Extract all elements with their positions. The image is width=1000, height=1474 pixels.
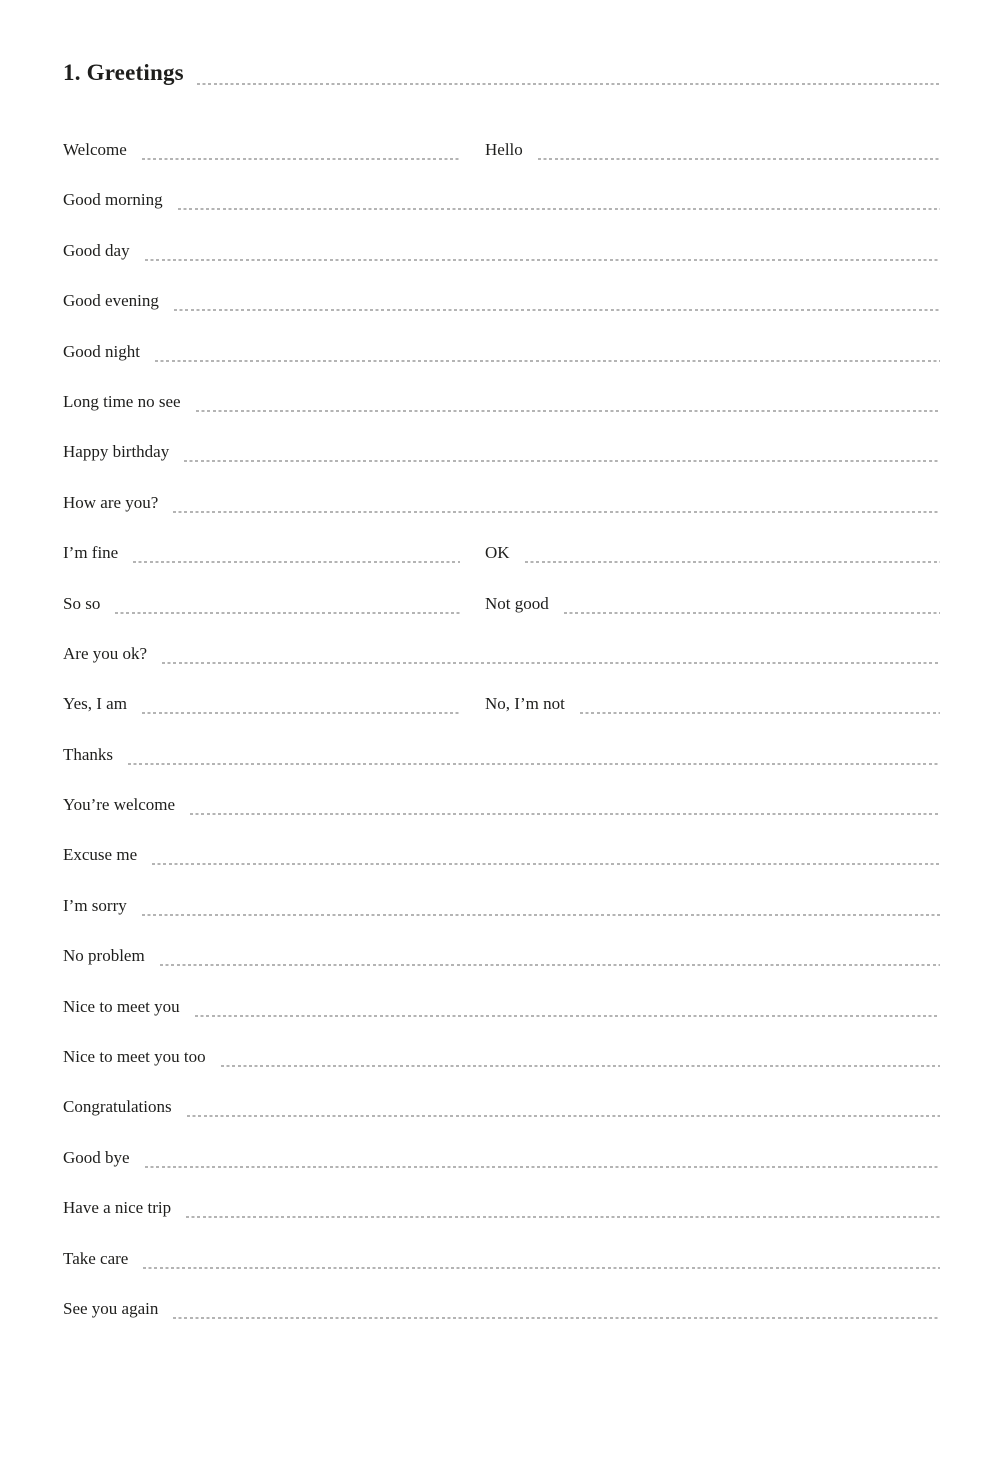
answer-line [186, 1216, 940, 1218]
phrase-label: Happy birthday [63, 442, 170, 462]
answer-line [174, 309, 940, 311]
phrase-label: I’m fine [63, 543, 119, 563]
answer-line [160, 964, 940, 966]
phrase-cell [63, 175, 940, 225]
answer-line [133, 561, 460, 563]
phrase-label: Thanks [63, 744, 114, 764]
answer-line [187, 1115, 940, 1117]
phrase-cell [63, 1133, 940, 1183]
phrase-label: Have a nice trip [63, 1198, 172, 1218]
answer-line [580, 712, 940, 714]
answer-line [145, 1166, 940, 1168]
phrase-cell [63, 226, 940, 276]
phrase-row [0, 327, 1000, 377]
title-dotted-rule [197, 83, 940, 85]
answer-line [145, 259, 940, 261]
phrase-row [0, 679, 1000, 729]
answer-line [173, 511, 940, 513]
phrase-row [0, 276, 1000, 326]
phrase-label: Excuse me [63, 845, 138, 865]
answer-line [142, 158, 460, 160]
phrase-label: So so [63, 593, 101, 613]
phrase-label: Good night [63, 341, 140, 361]
phrase-cell [63, 579, 460, 629]
phrase-label: Good day [63, 240, 130, 260]
phrase-cell [63, 830, 940, 880]
phrase-row [0, 780, 1000, 830]
phrase-row [0, 1032, 1000, 1082]
answer-line [538, 158, 940, 160]
phrase-cell [63, 327, 940, 377]
phrase-cell [63, 478, 940, 528]
phrase-cell [63, 881, 940, 931]
phrase-label: Hello [485, 140, 523, 159]
phrase-cell [63, 427, 940, 477]
answer-line [525, 561, 940, 563]
answer-line [152, 863, 940, 865]
phrase-row [0, 377, 1000, 427]
phrase-row [0, 427, 1000, 477]
phrase-row [0, 982, 1000, 1032]
phrase-label: How are you? [63, 492, 159, 512]
phrase-row [0, 1284, 1000, 1334]
phrase-label: I’m sorry [63, 895, 127, 915]
phrase-row [0, 730, 1000, 780]
phrase-label: Good evening [63, 291, 159, 311]
phrase-label: See you again [63, 1298, 159, 1318]
phrase-cell [63, 1284, 940, 1334]
page-title: 1. Greetings [63, 60, 184, 85]
phrase-cell [485, 579, 940, 629]
answer-line [142, 914, 940, 916]
phrase-cell [63, 377, 940, 427]
phrase-row [0, 881, 1000, 931]
phrase-cell [63, 982, 940, 1032]
phrase-label: Good bye [63, 1147, 130, 1167]
phrase-cell [63, 629, 940, 679]
phrase-cell [63, 528, 460, 578]
phrase-label: Nice to meet you too [63, 1047, 206, 1067]
phrase-label: You’re welcome [63, 795, 176, 815]
worksheet-page [0, 60, 1000, 1474]
phrase-list [0, 125, 1000, 1334]
phrase-row [0, 1234, 1000, 1284]
phrase-label: Good morning [63, 190, 163, 210]
phrase-label: OK [485, 543, 510, 563]
phrase-cell [63, 679, 460, 729]
answer-line [195, 1015, 940, 1017]
answer-line [178, 208, 940, 210]
phrase-row [0, 579, 1000, 629]
phrase-cell [63, 125, 460, 175]
answer-line [221, 1065, 940, 1067]
phrase-label: No, I’m not [485, 694, 565, 714]
phrase-label: Long time no see [63, 391, 181, 411]
phrase-label: Take care [63, 1248, 129, 1268]
phrase-row [0, 528, 1000, 578]
answer-line [564, 612, 940, 614]
phrase-row [0, 1082, 1000, 1132]
phrase-cell [63, 1183, 940, 1233]
phrase-label: Nice to meet you [63, 996, 180, 1016]
answer-line [115, 612, 460, 614]
answer-line [196, 410, 940, 412]
phrase-label: Are you ok? [63, 643, 148, 663]
phrase-row [0, 478, 1000, 528]
phrase-cell [63, 1234, 940, 1284]
phrase-cell [63, 1032, 940, 1082]
phrase-row [0, 125, 1000, 175]
phrase-label: Not good [485, 593, 549, 613]
answer-line [128, 763, 940, 765]
phrase-cell [63, 1082, 940, 1132]
phrase-row [0, 175, 1000, 225]
answer-line [190, 813, 940, 815]
phrase-row [0, 830, 1000, 880]
phrase-row [0, 931, 1000, 981]
phrase-cell [485, 528, 940, 578]
phrase-cell [485, 679, 940, 729]
phrase-label: Congratulations [63, 1097, 172, 1117]
answer-line [143, 1267, 940, 1269]
answer-line [155, 360, 940, 362]
answer-line [184, 460, 940, 462]
section-header [63, 60, 940, 86]
answer-line [173, 1317, 940, 1319]
phrase-cell [485, 125, 940, 175]
phrase-cell [63, 931, 940, 981]
phrase-cell [63, 276, 940, 326]
phrase-row [0, 226, 1000, 276]
phrase-label: Welcome [63, 140, 127, 159]
phrase-label: No problem [63, 946, 145, 966]
phrase-cell [63, 780, 940, 830]
answer-line [162, 662, 940, 664]
phrase-row [0, 1133, 1000, 1183]
phrase-label: Yes, I am [63, 694, 127, 714]
phrase-row [0, 629, 1000, 679]
phrase-cell [63, 730, 940, 780]
answer-line [142, 712, 460, 714]
phrase-row [0, 1183, 1000, 1233]
